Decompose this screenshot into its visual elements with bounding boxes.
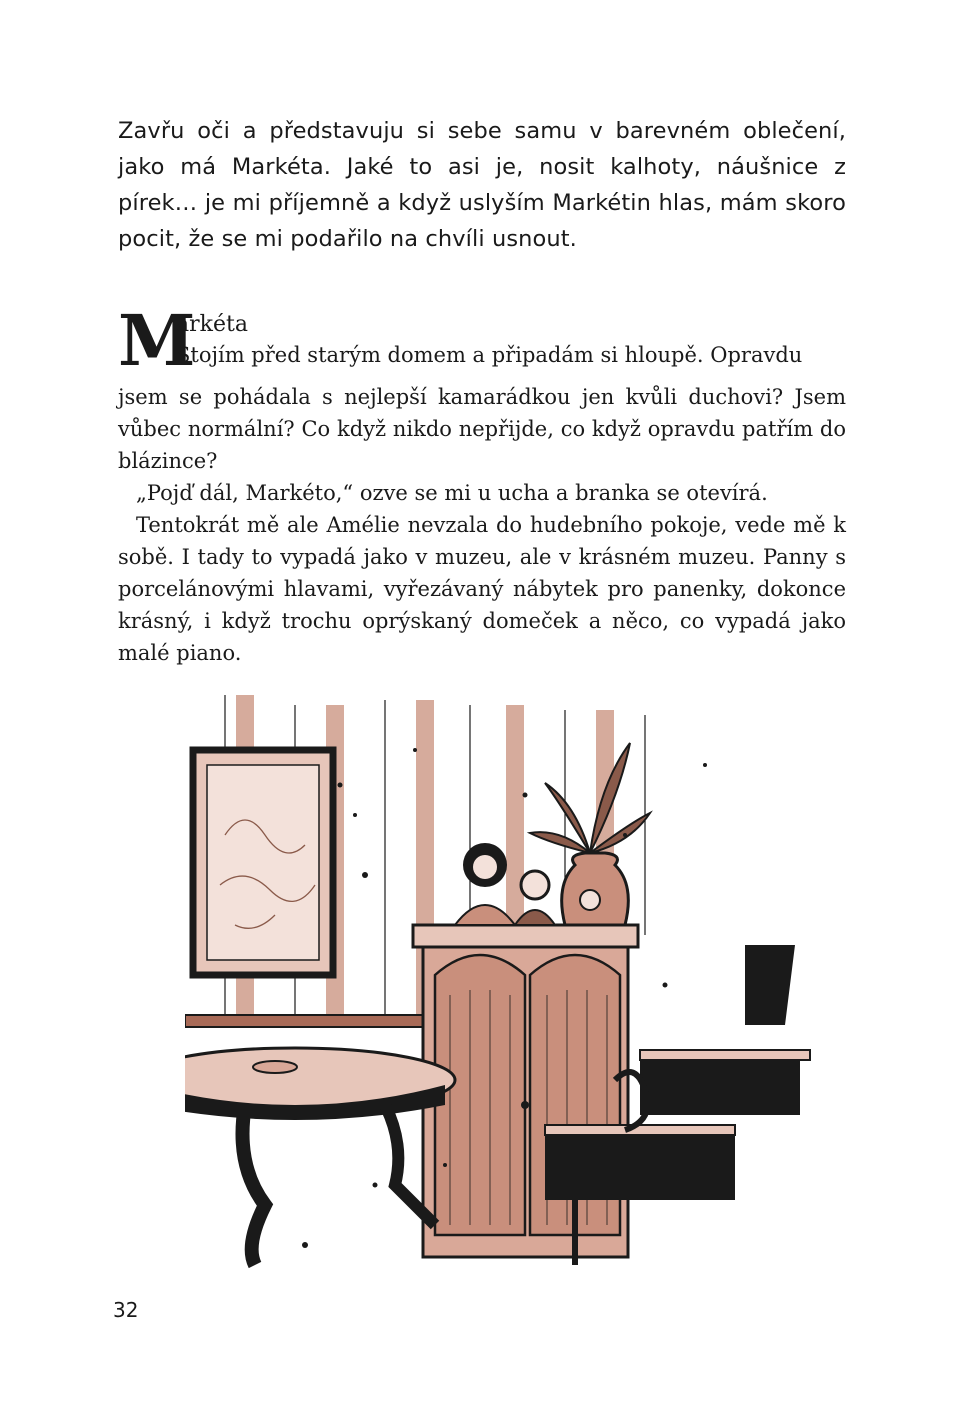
drop-cap: M (118, 299, 196, 382)
vase (530, 743, 650, 925)
round-table (185, 1048, 455, 1265)
room-illustration (185, 685, 825, 1285)
page-number: 32 (113, 1298, 139, 1322)
chapter-section (118, 299, 846, 665)
first-paragraph-line: Stojím před starým domem a připadám si hloupě. Opravdu (176, 343, 803, 367)
intro-paragraph: Zavřu oči a představuju si sebe samu v barevném oblečení, jako má Markéta. Jaké to asi je, nosit kalhoty, náušnice z pírek… je mi příjemně a když uslyším Markétin hlas, mám skoro pocit, že se mi podařilo na chvíli usnout. (118, 118, 846, 252)
chapter-title: arkéta (176, 312, 248, 337)
first-paragraph-continued: jsem se pohádala s nejlepší kamarádkou jen kvůli duchovi? Jsem vůbec normální? Co když nikdo nepřijde, co když opravdu patřím do blázince? (118, 385, 846, 473)
third-paragraph: Tentokrát mě ale Amélie nevzala do hudebního pokoje, vede mě k sobě. I tady to vypadá jako v muzeu, ale v krásném muzeu. Panny s porcelánovými hlavami, vyřezávaný nábytek pro panenky, dokonce krásný, i když trochu oprýskaný domeček a něco, co vypadá jako malé piano. (118, 513, 846, 665)
dialogue-paragraph: „Pojď dál, Markéto,“ ozve se mi u ucha a branka se otevírá. (136, 481, 768, 505)
chapter-body (118, 381, 846, 669)
chapter-heading (118, 299, 846, 382)
picture-frame (193, 750, 333, 975)
